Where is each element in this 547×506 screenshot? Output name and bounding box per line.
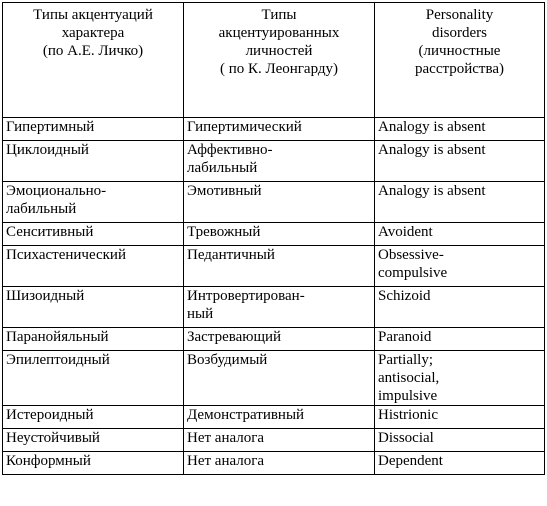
table-row (3, 182, 545, 223)
table-row (3, 452, 545, 475)
cell-leonhard-type: Гипертимический (184, 118, 375, 141)
cell-leonhard-type: Нет аналога (184, 429, 375, 452)
cell-leonhard-type: Педантичный (184, 246, 375, 287)
cell-leonhard-type: Демонстративный (184, 406, 375, 429)
cell-lichko-type: Конформный (3, 452, 184, 475)
header-personality-disorders: Personality disorders (личностные расстройства) (375, 3, 545, 118)
table-row (3, 118, 545, 141)
cell-personality-disorder: Dependent (375, 452, 545, 475)
cell-personality-disorder: Schizoid (375, 287, 545, 328)
table-row (3, 141, 545, 182)
cell-leonhard-type: Эмотивный (184, 182, 375, 223)
cell-lichko-type: Сенситивный (3, 223, 184, 246)
cell-leonhard-type: Нет аналога (184, 452, 375, 475)
cell-lichko-type: Гипертимный (3, 118, 184, 141)
cell-personality-disorder: Dissocial (375, 429, 545, 452)
cell-leonhard-type: Застревающий (184, 328, 375, 351)
table-row (3, 223, 545, 246)
cell-personality-disorder: Avoident (375, 223, 545, 246)
cell-leonhard-type: Тревожный (184, 223, 375, 246)
accentuation-comparison-table (2, 2, 545, 475)
table-row (3, 429, 545, 452)
cell-lichko-type: Истероидный (3, 406, 184, 429)
cell-lichko-type: Эмоционально- лабильный (3, 182, 184, 223)
table-row (3, 406, 545, 429)
cell-personality-disorder: Analogy is absent (375, 182, 545, 223)
table-row (3, 287, 545, 328)
cell-lichko-type: Психастенический (3, 246, 184, 287)
table-row (3, 328, 545, 351)
cell-lichko-type: Неустойчивый (3, 429, 184, 452)
table-row (3, 246, 545, 287)
cell-personality-disorder: Paranoid (375, 328, 545, 351)
cell-personality-disorder: Analogy is absent (375, 118, 545, 141)
cell-personality-disorder: Analogy is absent (375, 141, 545, 182)
cell-leonhard-type: Интровертирован- ный (184, 287, 375, 328)
cell-lichko-type: Эпилептоидный (3, 351, 184, 406)
cell-personality-disorder: Partially; antisocial, impulsive (375, 351, 545, 406)
cell-lichko-type: Шизоидный (3, 287, 184, 328)
cell-personality-disorder: Histrionic (375, 406, 545, 429)
cell-personality-disorder: Obsessive- compulsive (375, 246, 545, 287)
table-row (3, 351, 545, 406)
cell-leonhard-type: Аффективно- лабильный (184, 141, 375, 182)
cell-lichko-type: Паранойяльный (3, 328, 184, 351)
header-lichko-types: Типы акцентуаций характера (по А.Е. Личко) (3, 3, 184, 118)
header-leonhard-types: Типы акцентуированных личностей ( по К. Леонгарду) (184, 3, 375, 118)
cell-lichko-type: Циклоидный (3, 141, 184, 182)
header-row (3, 3, 545, 118)
cell-leonhard-type: Возбудимый (184, 351, 375, 406)
